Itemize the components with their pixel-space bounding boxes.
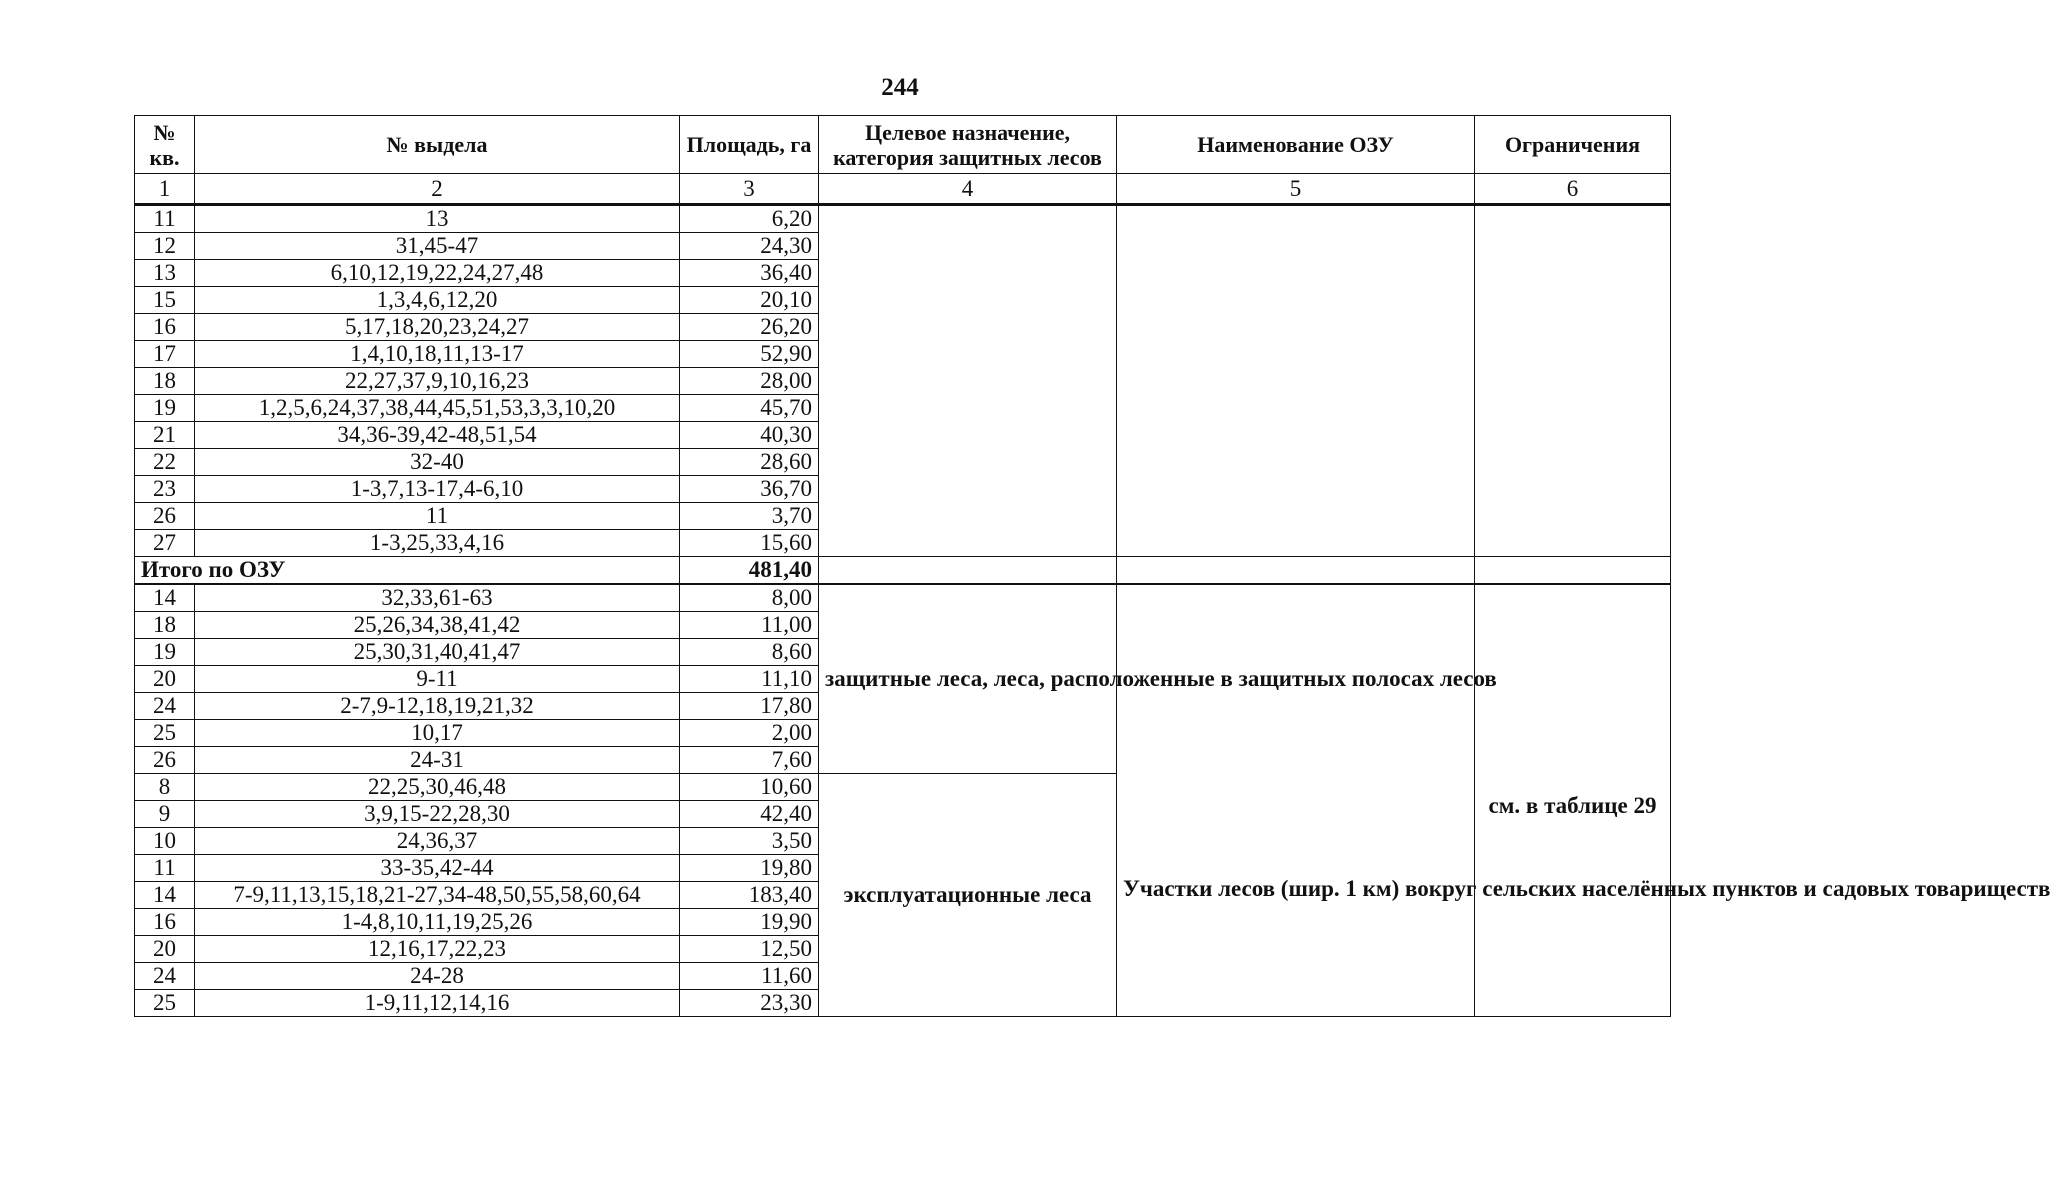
vydel-cell: 32,33,61-63 (195, 584, 680, 612)
kv-cell: 14 (135, 584, 195, 612)
header-vydel: № выдела (195, 116, 680, 174)
page-number: 244 (881, 74, 919, 101)
vydel-cell: 25,30,31,40,41,47 (195, 639, 680, 666)
area-cell: 36,70 (680, 476, 819, 503)
column-number: 2 (195, 174, 680, 205)
area-cell: 28,00 (680, 368, 819, 395)
vydel-cell: 1-3,7,13-17,4-6,10 (195, 476, 680, 503)
area-cell: 24,30 (680, 233, 819, 260)
area-cell: 3,50 (680, 828, 819, 855)
kv-cell: 23 (135, 476, 195, 503)
vydel-cell: 1-9,11,12,14,16 (195, 990, 680, 1017)
kv-cell: 20 (135, 936, 195, 963)
area-cell: 19,80 (680, 855, 819, 882)
vydel-cell: 13 (195, 205, 680, 233)
kv-cell: 25 (135, 720, 195, 747)
vydel-cell: 24,36,37 (195, 828, 680, 855)
area-cell: 23,30 (680, 990, 819, 1017)
column-number: 3 (680, 174, 819, 205)
vydel-cell: 22,25,30,46,48 (195, 774, 680, 801)
area-cell: 10,60 (680, 774, 819, 801)
column-number: 1 (135, 174, 195, 205)
header-area: Площадь, га (680, 116, 819, 174)
total-ozu-empty (1117, 557, 1475, 585)
kv-cell: 27 (135, 530, 195, 557)
kv-cell: 26 (135, 503, 195, 530)
total-value: 481,40 (680, 557, 819, 585)
vydel-cell: 25,26,34,38,41,42 (195, 612, 680, 639)
kv-cell: 19 (135, 639, 195, 666)
area-cell: 8,60 (680, 639, 819, 666)
vydel-cell: 32-40 (195, 449, 680, 476)
kv-cell: 14 (135, 882, 195, 909)
vydel-cell: 1,4,10,18,11,13-17 (195, 341, 680, 368)
kv-cell: 24 (135, 693, 195, 720)
kv-cell: 16 (135, 314, 195, 341)
kv-cell: 25 (135, 990, 195, 1017)
area-cell: 15,60 (680, 530, 819, 557)
kv-cell: 18 (135, 612, 195, 639)
vydel-cell: 11 (195, 503, 680, 530)
column-number: 5 (1117, 174, 1475, 205)
kv-cell: 18 (135, 368, 195, 395)
kv-cell: 15 (135, 287, 195, 314)
area-cell: 8,00 (680, 584, 819, 612)
kv-cell: 13 (135, 260, 195, 287)
area-cell: 40,30 (680, 422, 819, 449)
area-cell: 11,60 (680, 963, 819, 990)
header-purpose: Целевое назначение, категория защитных лесов (819, 116, 1117, 174)
column-number: 4 (819, 174, 1117, 205)
vydel-cell: 6,10,12,19,22,24,27,48 (195, 260, 680, 287)
kv-cell: 9 (135, 801, 195, 828)
table-row (135, 584, 1671, 612)
column-number-row (135, 174, 1671, 205)
total-row (135, 557, 1671, 585)
area-cell: 28,60 (680, 449, 819, 476)
vydel-cell: 24-31 (195, 747, 680, 774)
area-cell: 19,90 (680, 909, 819, 936)
kv-cell: 26 (135, 747, 195, 774)
area-cell: 7,60 (680, 747, 819, 774)
header-row (135, 116, 1671, 174)
kv-cell: 21 (135, 422, 195, 449)
vydel-cell: 33-35,42-44 (195, 855, 680, 882)
vydel-cell: 7-9,11,13,15,18,21-27,34-48,50,55,58,60,64 (195, 882, 680, 909)
vydel-cell: 24-28 (195, 963, 680, 990)
area-cell: 36,40 (680, 260, 819, 287)
header-ozu-name: Наименование ОЗУ (1117, 116, 1475, 174)
vydel-cell: 9-11 (195, 666, 680, 693)
restrictions-cell: см. в таблице 29 (1475, 584, 1671, 1017)
kv-cell: 22 (135, 449, 195, 476)
kv-cell: 16 (135, 909, 195, 936)
area-cell: 12,50 (680, 936, 819, 963)
area-cell: 11,00 (680, 612, 819, 639)
area-cell: 2,00 (680, 720, 819, 747)
area-cell: 17,80 (680, 693, 819, 720)
area-cell: 45,70 (680, 395, 819, 422)
vydel-cell: 12,16,17,22,23 (195, 936, 680, 963)
exploitation-forests-cell: эксплуатационные леса (819, 774, 1117, 1017)
vydel-cell: 34,36-39,42-48,51,54 (195, 422, 680, 449)
kv-cell: 17 (135, 341, 195, 368)
kv-cell: 24 (135, 963, 195, 990)
vydel-cell: 31,45-47 (195, 233, 680, 260)
kv-cell: 11 (135, 855, 195, 882)
vydel-cell: 1-3,25,33,4,16 (195, 530, 680, 557)
area-cell: 20,10 (680, 287, 819, 314)
vydel-cell: 5,17,18,20,23,24,27 (195, 314, 680, 341)
area-cell: 183,40 (680, 882, 819, 909)
column-number: 6 (1475, 174, 1671, 205)
vydel-cell: 1,3,4,6,12,20 (195, 287, 680, 314)
vydel-cell: 2-7,9-12,18,19,21,32 (195, 693, 680, 720)
table-body (135, 205, 2050, 1017)
area-cell: 6,20 (680, 205, 819, 233)
area-cell: 3,70 (680, 503, 819, 530)
total-restrictions-empty (1475, 557, 1671, 585)
area-cell: 26,20 (680, 314, 819, 341)
kv-cell: 10 (135, 828, 195, 855)
kv-cell: 19 (135, 395, 195, 422)
vydel-cell: 10,17 (195, 720, 680, 747)
purpose-cell-empty (819, 205, 1117, 557)
header-kv: № кв. (135, 116, 195, 174)
vydel-cell: 22,27,37,9,10,16,23 (195, 368, 680, 395)
kv-cell: 8 (135, 774, 195, 801)
table-row (135, 205, 1671, 233)
total-label: Итого по ОЗУ (135, 557, 680, 585)
vydel-cell: 3,9,15-22,28,30 (195, 801, 680, 828)
vydel-cell: 1-4,8,10,11,19,25,26 (195, 909, 680, 936)
forest-protection-table (134, 115, 2050, 1017)
total-purpose-empty (819, 557, 1117, 585)
restrictions-cell-empty (1475, 205, 1671, 557)
ozu-name-cell-empty (1117, 205, 1475, 557)
protective-forests-cell: защитные леса, леса, расположенные в защитных полосах лесов (819, 584, 1117, 774)
vydel-cell: 1,2,5,6,24,37,38,44,45,51,53,3,3,10,20 (195, 395, 680, 422)
area-cell: 42,40 (680, 801, 819, 828)
kv-cell: 20 (135, 666, 195, 693)
area-cell: 52,90 (680, 341, 819, 368)
ozu-name-cell: Участки лесов (шир. 1 км) вокруг сельских населённых пунктов и садовых товариществ (1117, 584, 1475, 1017)
kv-cell: 12 (135, 233, 195, 260)
kv-cell: 11 (135, 205, 195, 233)
header-restrictions: Ограничения (1475, 116, 1671, 174)
area-cell: 11,10 (680, 666, 819, 693)
